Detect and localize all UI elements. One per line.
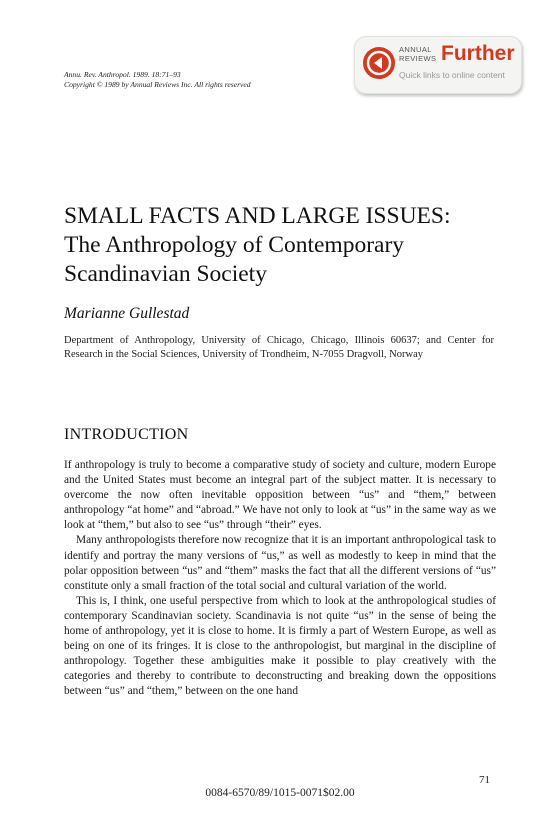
page-number: 71: [479, 774, 490, 786]
journal-citation: [64, 70, 251, 90]
author-name: Marianne Gullestad: [64, 305, 190, 322]
citation-line: Annu. Rev. Anthropol. 1989. 18:71–93: [64, 70, 181, 79]
badge-subtitle: Quick links to online content: [399, 70, 505, 80]
body-paragraph: Many anthropologists therefore now recognize that it is an important anthropological task to identify and portray the many versions of “us,” as well as modestly to keep in mind that the polar opposition between “us” and “them” masks the fact that all the different versions of “us” constitute only a small fraction of the total social and cultural variation of the world.: [64, 534, 496, 592]
article-code: 0084-6570/89/1015-0071$02.00: [205, 787, 355, 799]
body-paragraph: If anthropology is truly to become a comparative study of society and culture, modern Europe and the United States must become an integral part of the subject matter. It is necessary to overcome the now often inevitable opposition between “us” and “them,” between anthropology “at home” and “abroad.” We have not only to look at “us” in the same way as we look at “them,” but also to see “us” through “their” eyes.: [64, 459, 496, 532]
badge-brand-line: ANNUAL: [399, 45, 432, 54]
annual-reviews-further-badge[interactable]: [354, 36, 522, 94]
play-arrow-icon: [363, 47, 395, 79]
title-line: SMALL FACTS AND LARGE ISSUES:: [64, 203, 451, 229]
badge-brand-line: REVIEWS: [399, 53, 437, 63]
badge-brand: [399, 46, 436, 63]
section-heading: INTRODUCTION: [64, 426, 189, 443]
author-affiliation: Department of Anthropology, University of Chicago, Chicago, Illinois 60637; and Center for Research in the Social Sciences, University of Trondheim, N-7055 Dragvoll, Norway: [64, 335, 494, 361]
article-body: [64, 458, 496, 700]
copyright-line: Copyright © 1989 by Annual Reviews Inc. All rights reserved: [64, 80, 251, 89]
title-line: The Anthropology of Contemporary: [64, 232, 405, 258]
body-paragraph: This is, I think, one useful perspective from which to look at the anthropological studies of contemporary Scandinavian society. Scandinavia is not quite “us” in the sense of being the home of anthropology, yet it is close to home. It is firmly a part of Western Europe, as well as being on one of its fringes. It is close to the anthropologist, but marginal in the discipline of anthropology. Together these ambiguities make it possible to play creatively with the categories and thereby to contribute to deconstructing and breaking down the oppositions between “us” and “them,” between on the one hand: [64, 594, 496, 698]
badge-further-label: Further: [441, 42, 515, 65]
article-title: [64, 202, 524, 289]
title-line: Scandinavian Society: [64, 261, 267, 287]
